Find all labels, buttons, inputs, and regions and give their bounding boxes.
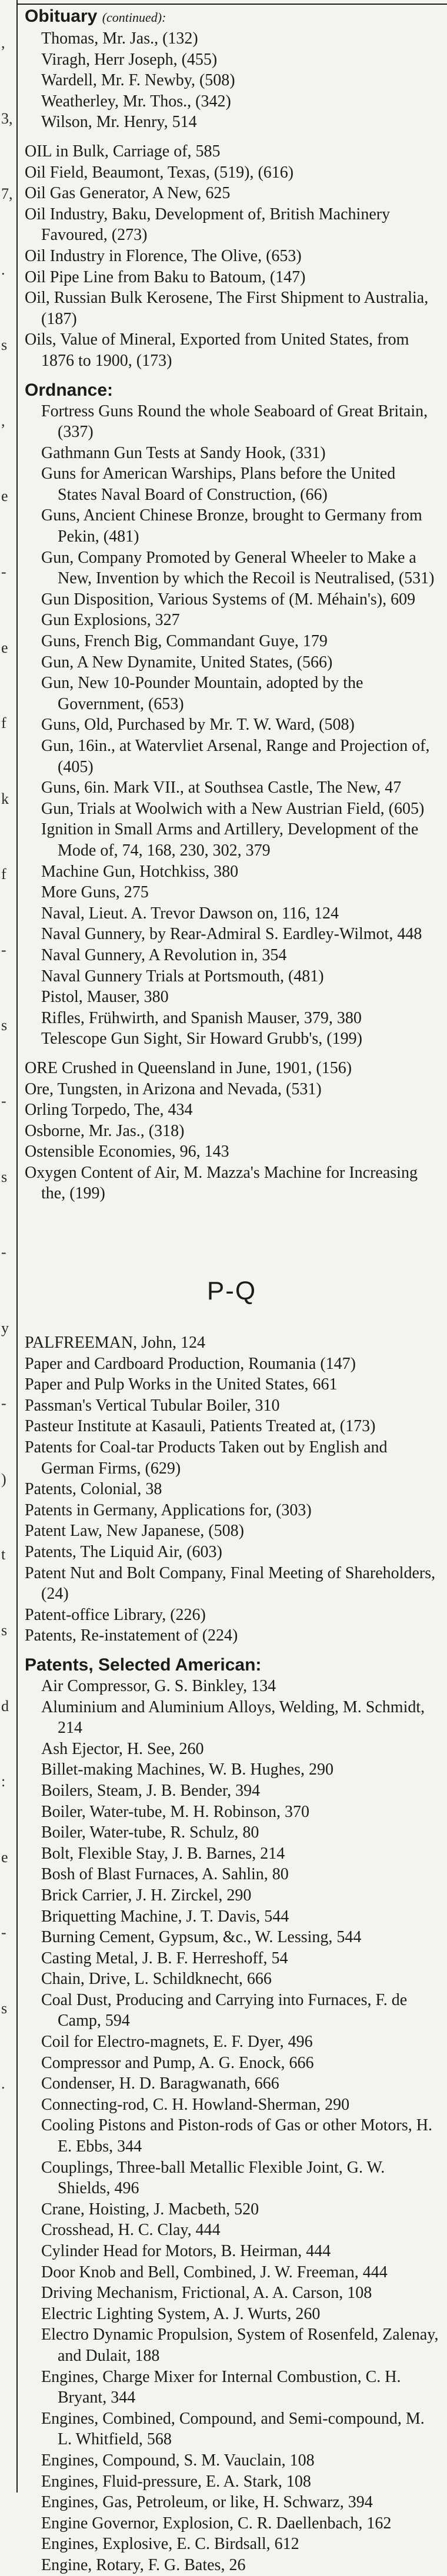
- ordnance-entry: Guns, French Big, Commandant Guye, 179: [41, 632, 328, 651]
- ordnance-entry: Gun, 16in., at Watervliet Arsenal, Range and Projection of, (405): [41, 737, 430, 776]
- obituary-entry: Wardell, Mr. F. Newby, (508): [41, 71, 235, 90]
- patent-entry: Boiler, Water-tube, R. Schulz, 80: [41, 1823, 259, 1842]
- patent-entry: Engines, Compound, S. M. Vauclain, 108: [41, 2451, 315, 2470]
- ordnance-heading: Ordnance:: [25, 380, 114, 400]
- gutter-fragment: .: [1, 260, 5, 278]
- ordnance-entry: Naval Gunnery Trials at Portsmouth, (481): [41, 967, 324, 985]
- gutter-fragment: t: [1, 1546, 6, 1563]
- gutter-fragment: f: [1, 714, 6, 732]
- patent-entry: Boiler, Water-tube, M. H. Robinson, 370: [41, 1802, 309, 1821]
- patent-entry: Engines, Combined, Compound, and Semi-compound, M. L. Whitfield, 568: [41, 2409, 425, 2449]
- index-entry: Oil, Russian Bulk Kerosene, The First Shipment to Australia, (187): [25, 289, 429, 328]
- patent-entry: Brick Carrier, J. H. Zirckel, 290: [41, 1886, 252, 1905]
- column-rule: [16, 0, 18, 2493]
- index-entry: Passman's Vertical Tubular Boiler, 310: [25, 1396, 280, 1415]
- patent-entry: Electric Lighting System, A. J. Wurts, 260: [41, 2304, 321, 2323]
- index-entry: Patents, Colonial, 38: [25, 1480, 162, 1499]
- patent-entry: Couplings, Three-ball Metallic Flexible Joint, G. W. Shields, 496: [41, 2158, 385, 2198]
- ordnance-entry: Naval, Lieut. A. Trevor Dawson on, 116, 124: [41, 904, 339, 923]
- patents-selected-list: [25, 1676, 439, 2576]
- patent-entry: Engine, Rotary, F. G. Bates, 26: [41, 2555, 246, 2574]
- obituary-entry: Weatherley, Mr. Thos., (342): [41, 92, 231, 111]
- ordnance-entry: Gun Disposition, Various Systems of (M. Méhain's), 609: [41, 590, 416, 609]
- index-entry: Osborne, Mr. Jas., (318): [25, 1121, 185, 1140]
- gutter-fragment: 7,: [1, 185, 13, 203]
- obituary-heading: [25, 6, 439, 28]
- index-entry: Oil Industry, Baku, Development of, British Machinery Favoured, (273): [25, 205, 391, 245]
- ordnance-entry: More Guns, 275: [41, 883, 149, 902]
- left-gutter-fragments: [0, 0, 14, 2493]
- ordnance-entry: Guns for American Warships, Plans before the United States Naval Board of Construction, (66): [41, 465, 396, 504]
- patent-entry: Briquetting Machine, J. T. Davis, 544: [41, 1907, 289, 1926]
- index-entry: Patent-office Library, (226): [25, 1605, 206, 1624]
- index-entry: ORE Crushed in Queensland in June, 1901, (156): [25, 1058, 352, 1077]
- obituary-entry: Thomas, Mr. Jas., (132): [41, 29, 198, 48]
- patent-entry: Driving Mechanism, Frictional, A. A. Carson, 108: [41, 2284, 372, 2303]
- patent-entry: Billet-making Machines, W. B. Hughes, 290: [41, 1760, 333, 1779]
- gutter-fragment: e: [1, 1848, 8, 1866]
- patent-entry: Engines, Gas, Petroleum, or like, H. Schwarz, 394: [41, 2493, 373, 2512]
- patent-entry: Ash Ejector, H. See, 260: [41, 1739, 204, 1758]
- ordnance-entry: Gun, New 10-Pounder Mountain, adopted by the Government, (653): [41, 674, 363, 713]
- index-entry: Patents, Re-instatement of (224): [25, 1626, 238, 1645]
- patent-entry: Burning Cement, Gypsum, &c., W. Lessing, 544: [41, 1928, 362, 1947]
- gutter-fragment: y: [1, 1319, 9, 1337]
- gutter-fragment: ,: [1, 34, 5, 51]
- patent-entry: Engines, Explosive, E. C. Birdsall, 612: [41, 2535, 299, 2554]
- index-entry: Orling Torpedo, The, 434: [25, 1101, 193, 1120]
- patent-entry: Condenser, H. D. Baragwanath, 666: [41, 2074, 279, 2093]
- gutter-fragment: s: [1, 1017, 8, 1034]
- ordnance-entry: Gun Explosions, 327: [41, 611, 180, 630]
- gutter-fragment: d: [1, 1697, 9, 1715]
- index-entry: Oxygen Content of Air, M. Mazza's Machine for Increasing the, (199): [25, 1163, 418, 1203]
- index-entry: Patents, The Liquid Air, (603): [25, 1543, 222, 1561]
- index-entry: PALFREEMAN, John, 124: [25, 1334, 206, 1352]
- gutter-fragment: k: [1, 790, 9, 807]
- gutter-fragment: f: [1, 866, 6, 883]
- letter-heading: P-Q: [206, 1277, 257, 1306]
- ordnance-entry: Gun, Company Promoted by General Wheeler to Make a New, Invention by which the Recoil is Neutralised, (531): [41, 548, 435, 588]
- obituary-list: [25, 28, 439, 133]
- index-entry: Patent Law, New Japanese, (508): [25, 1522, 244, 1541]
- index-entry: Paper and Cardboard Production, Roumania (147): [25, 1354, 356, 1373]
- continued-label: (continued):: [102, 10, 166, 25]
- index-entry: OIL in Bulk, Carriage of, 585: [25, 142, 221, 161]
- index-column: [25, 6, 439, 2576]
- obituary-heading-text: Obituary: [25, 6, 98, 26]
- patent-entry: Aluminium and Aluminium Alloys, Welding, M. Schmidt, 214: [41, 1698, 425, 1738]
- obituary-entry: Wilson, Mr. Henry, 514: [41, 113, 197, 132]
- patent-entry: Crosshead, H. C. Clay, 444: [41, 2221, 221, 2240]
- patent-entry: Coal Dust, Producing and Carrying into Furnaces, F. de Camp, 594: [41, 1990, 408, 2030]
- patent-entry: Cylinder Head for Motors, B. Heirman, 444: [41, 2242, 331, 2260]
- ordnance-entry: Guns, Old, Purchased by Mr. T. W. Ward, (508): [41, 716, 355, 734]
- ordnance-entry: Machine Gun, Hotchkiss, 380: [41, 862, 239, 881]
- ordnance-entry: Ignition in Small Arms and Artillery, Development of the Mode of, 74, 168, 230, 302, 379: [41, 820, 419, 860]
- gutter-fragment: e: [1, 639, 8, 656]
- gutter-fragment: e: [1, 487, 8, 505]
- gutter-fragment: -: [1, 563, 6, 580]
- patent-entry: Cooling Pistons and Piston-rods of Gas or other Motors, H. E. Ebbs, 344: [41, 2116, 432, 2156]
- gutter-fragment: .: [1, 2075, 5, 2093]
- ore-entries-list: [25, 1058, 439, 1204]
- patent-entry: Electro Dynamic Propulsion, System of Rosenfeld, Zalenay, and Dulait, 188: [41, 2326, 439, 2365]
- gutter-fragment: -: [1, 941, 6, 958]
- ordnance-entry: Naval Gunnery, by Rear-Admiral S. Eardley-Wilmot, 448: [41, 925, 422, 944]
- patent-entry: Crane, Hoisting, J. Macbeth, 520: [41, 2200, 259, 2218]
- gutter-fragment: s: [1, 1622, 8, 1639]
- patent-entry: Connecting-rod, C. H. Howland-Sherman, 290: [41, 2095, 350, 2114]
- index-entry: Patents for Coal-tar Products Taken out by English and German Firms, (629): [25, 1438, 388, 1478]
- patent-entry: Engines, Charge Mixer for Internal Combustion, C. H. Bryant, 344: [41, 2367, 401, 2407]
- ordnance-entry: Naval Gunnery, A Revolution in, 354: [41, 945, 287, 964]
- index-entry: Oil Field, Beaumont, Texas, (519), (616): [25, 163, 294, 182]
- gutter-fragment: 3,: [1, 109, 13, 127]
- gutter-fragment: -: [1, 1395, 6, 1412]
- top-rule: [18, 0, 447, 5]
- patent-entry: Bolt, Flexible Stay, J. B. Barnes, 214: [41, 1844, 285, 1863]
- index-entry: Patent Nut and Bolt Company, Final Meeting of Shareholders, (24): [25, 1563, 436, 1603]
- gutter-fragment: -: [1, 1924, 6, 1942]
- gutter-fragment: ): [1, 1470, 6, 1488]
- index-entry: Oil Industry in Florence, The Olive, (653): [25, 246, 302, 265]
- patent-entry: Engine Governor, Explosion, C. R. Daellenbach, 162: [41, 2514, 392, 2532]
- ordnance-entry: Gun, A New Dynamite, United States, (566): [41, 653, 333, 671]
- patent-entry: Door Knob and Bell, Combined, J. W. Freeman, 444: [41, 2263, 388, 2281]
- patent-entry: Engines, Fluid-pressure, E. A. Stark, 108: [41, 2472, 311, 2491]
- ordnance-entry: Gun, Trials at Woolwich with a New Austrian Field, (605): [41, 799, 425, 818]
- p-entries-list: [25, 1332, 439, 1646]
- index-entry: Ostensible Economies, 96, 143: [25, 1142, 229, 1161]
- ordnance-entry: Guns, Ancient Chinese Bronze, brought to Germany from Pekin, (481): [41, 506, 422, 546]
- gutter-fragment: s: [1, 336, 8, 354]
- patent-entry: Coil for Electro-magnets, E. F. Dyer, 496: [41, 2033, 313, 2052]
- patent-entry: Air Compressor, G. S. Binkley, 134: [41, 1676, 276, 1695]
- gutter-fragment: ,: [1, 412, 5, 429]
- patent-entry: Chain, Drive, L. Schildknecht, 666: [41, 1970, 272, 1989]
- gutter-fragment: -: [1, 1092, 6, 1110]
- gutter-fragment: s: [1, 1168, 8, 1185]
- obituary-entry: Viragh, Herr Joseph, (455): [41, 50, 218, 69]
- index-entry: Paper and Pulp Works in the United States, 661: [25, 1375, 338, 1394]
- patent-entry: Casting Metal, J. B. F. Herreshoff, 54: [41, 1949, 288, 1967]
- ordnance-entry: Pistol, Mauser, 380: [41, 988, 169, 1007]
- ordnance-list: [25, 401, 439, 1050]
- patents-selected-heading: Patents, Selected American:: [25, 1655, 262, 1675]
- ordnance-entry: Fortress Guns Round the whole Seaboard of Great Britain, (337): [41, 402, 428, 442]
- patent-entry: Bosh of Blast Furnaces, A. Sahlin, 80: [41, 1865, 289, 1884]
- index-entry: Oil Gas Generator, A New, 625: [25, 184, 231, 203]
- ordnance-entry: Telescope Gun Sight, Sir Howard Grubb's, (199): [41, 1030, 362, 1048]
- gutter-fragment: s: [1, 1999, 8, 2017]
- gutter-fragment: -: [1, 1244, 6, 1261]
- index-entry: Pasteur Institute at Kasauli, Patients Treated at, (173): [25, 1417, 376, 1436]
- patent-entry: Compressor and Pump, A. G. Enock, 666: [41, 2053, 314, 2072]
- index-entry: Ore, Tungsten, in Arizona and Nevada, (531): [25, 1080, 322, 1098]
- index-entry: Patents in Germany, Applications for, (303): [25, 1501, 312, 1519]
- gutter-fragment: :: [1, 1773, 6, 1790]
- ordnance-entry: Rifles, Frühwirth, and Spanish Mauser, 379, 380: [41, 1008, 362, 1027]
- index-entry: Oil Pipe Line from Baku to Batoum, (147): [25, 268, 306, 286]
- index-entry: Oils, Value of Mineral, Exported from United States, from 1876 to 1900, (173): [25, 330, 409, 370]
- patent-entry: Boilers, Steam, J. B. Bender, 394: [41, 1781, 261, 1800]
- oil-entries-list: [25, 141, 439, 372]
- ordnance-entry: Gathmann Gun Tests at Sandy Hook, (331): [41, 443, 326, 462]
- ordnance-entry: Guns, 6in. Mark VII., at Southsea Castle, The New, 47: [41, 779, 402, 797]
